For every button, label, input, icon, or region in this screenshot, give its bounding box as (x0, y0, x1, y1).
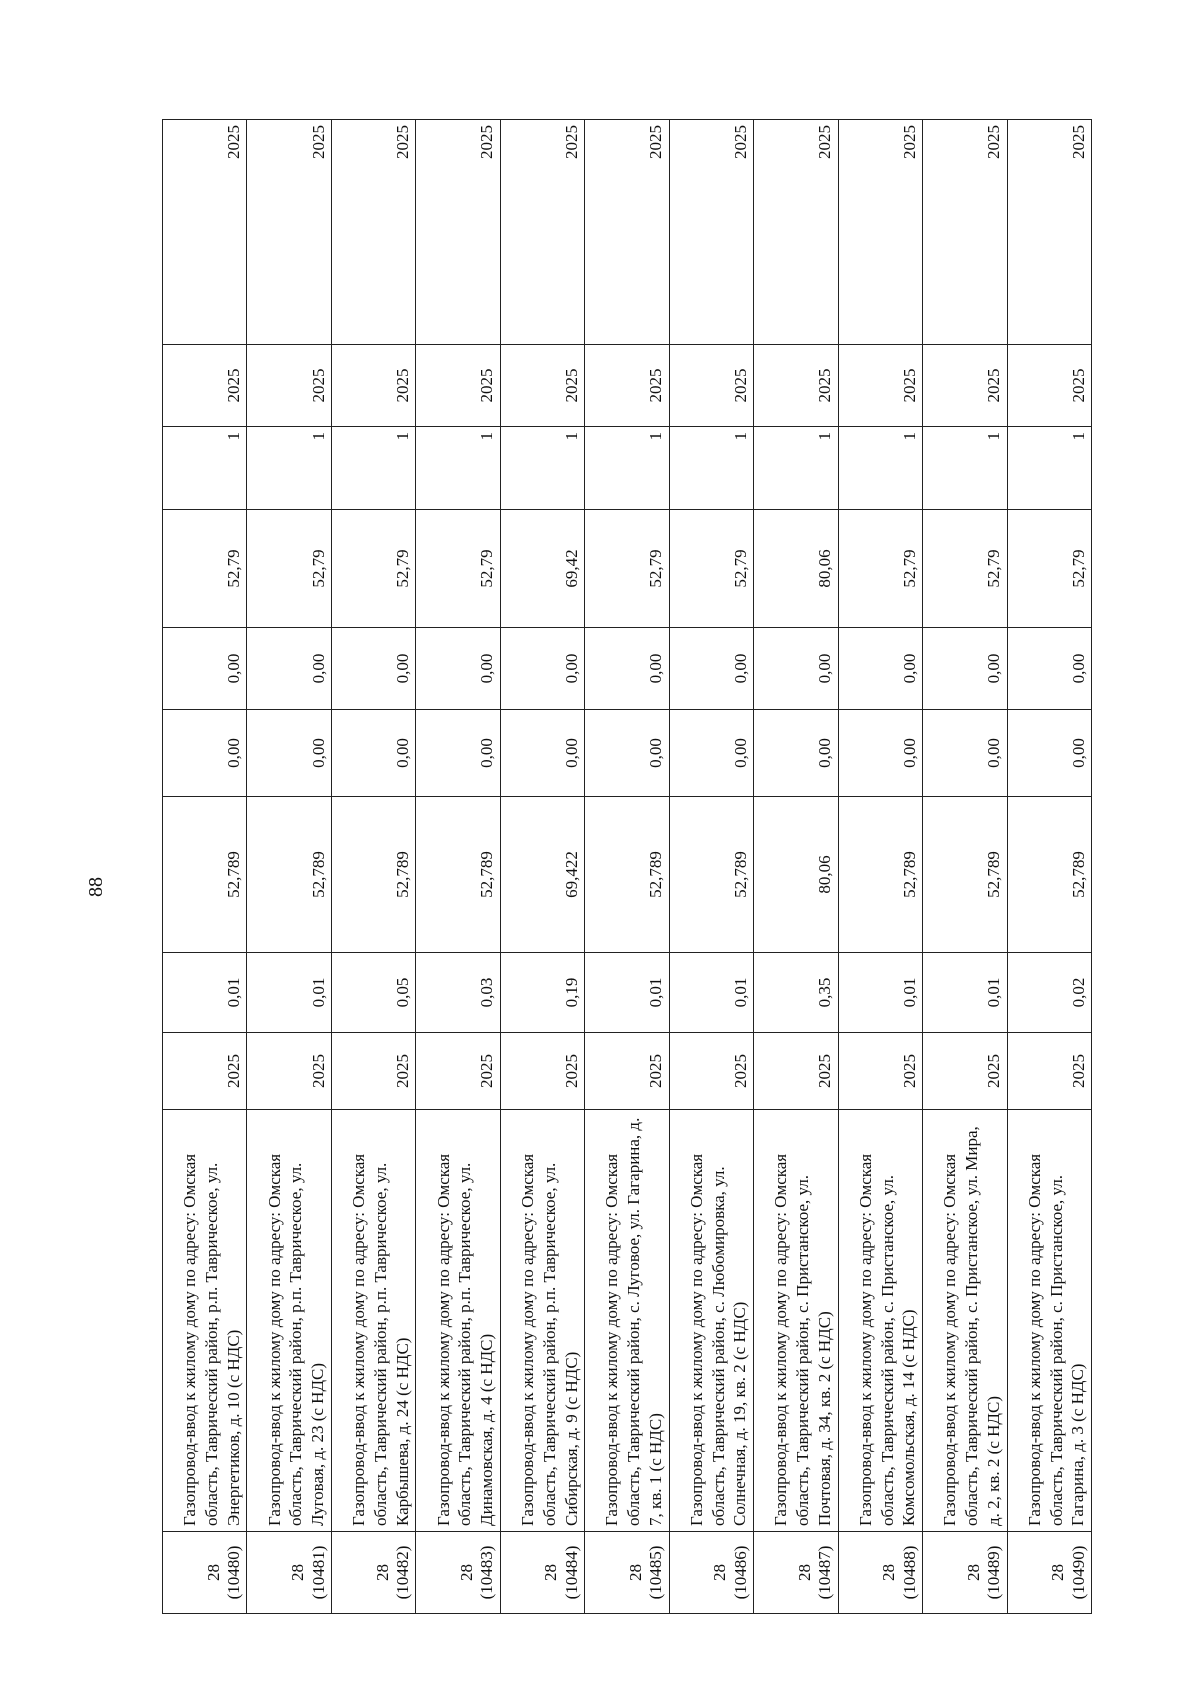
table-row (923, 120, 1007, 1614)
start-year-cell: 2025 (923, 345, 1007, 427)
start-year-cell: 2025 (754, 345, 838, 427)
row-number-cell (923, 1532, 1007, 1614)
row-code: (10481) (308, 1545, 328, 1600)
end-year-cell: 2025 (416, 120, 500, 345)
table-row (838, 120, 922, 1614)
row-number-cell (500, 1532, 584, 1614)
zero-cell-a: 0,00 (754, 710, 838, 797)
start-year-cell: 2025 (163, 345, 247, 427)
row-number-cell (838, 1532, 922, 1614)
quantity-cell: 1 (331, 427, 415, 510)
row-code: (10480) (224, 1545, 244, 1600)
row-code: (10487) (815, 1545, 835, 1600)
total-cell: 52,79 (585, 510, 669, 628)
length-cell: 0,35 (754, 953, 838, 1033)
quantity-cell: 1 (923, 427, 1007, 510)
object-name-cell: Газопровод-ввод к жилому дому по адресу: Омская область, Таврический район, с. Пристанское, ул. Мира, д. 2, кв. 2 (с НДС) (923, 1110, 1007, 1532)
total-cell: 69,42 (500, 510, 584, 628)
zero-cell-b: 0,00 (500, 628, 584, 710)
year-cell: 2025 (585, 1033, 669, 1110)
total-cell: 52,79 (1007, 510, 1091, 628)
zero-cell-b: 0,00 (838, 628, 922, 710)
year-cell: 2025 (247, 1033, 331, 1110)
zero-cell-a: 0,00 (163, 710, 247, 797)
table-row (1007, 120, 1091, 1614)
zero-cell-a: 0,00 (331, 710, 415, 797)
table-row (163, 120, 247, 1614)
year-cell: 2025 (754, 1033, 838, 1110)
object-name-cell: Газопровод-ввод к жилому дому по адресу: Омская область, Таврический район, р.п. Таврическое, ул. Энергетиков, д. 10 (с НДС) (163, 1110, 247, 1532)
zero-cell-a: 0,00 (247, 710, 331, 797)
length-cell: 0,01 (585, 953, 669, 1033)
quantity-cell: 1 (754, 427, 838, 510)
end-year-cell: 2025 (923, 120, 1007, 345)
length-cell: 0,03 (416, 953, 500, 1033)
zero-cell-b: 0,00 (331, 628, 415, 710)
row-code: (10486) (730, 1545, 750, 1600)
cost-cell: 52,789 (163, 797, 247, 953)
table-row (416, 120, 500, 1614)
total-cell: 80,06 (754, 510, 838, 628)
table-row (669, 120, 753, 1614)
row-number-cell (416, 1532, 500, 1614)
start-year-cell: 2025 (669, 345, 753, 427)
zero-cell-a: 0,00 (585, 710, 669, 797)
row-number: 28 (963, 1564, 983, 1581)
zero-cell-b: 0,00 (247, 628, 331, 710)
row-number-cell (163, 1532, 247, 1614)
start-year-cell: 2025 (585, 345, 669, 427)
row-code: (10485) (646, 1545, 666, 1600)
end-year-cell: 2025 (1007, 120, 1091, 345)
cost-cell: 52,789 (585, 797, 669, 953)
rotated-table-wrapper (162, 120, 1092, 1614)
object-name-cell: Газопровод-ввод к жилому дому по адресу: Омская область, Таврический район, с. Пристанское, ул. Комсомольская, д. 14 (с НДС) (838, 1110, 922, 1532)
year-cell: 2025 (331, 1033, 415, 1110)
row-number: 28 (288, 1564, 308, 1581)
cost-cell: 52,789 (923, 797, 1007, 953)
year-cell: 2025 (838, 1033, 922, 1110)
page-number: 88 (85, 877, 107, 897)
object-name-cell: Газопровод-ввод к жилому дому по адресу: Омская область, Таврический район, с. Пристанское, ул. Почтовая, д. 34, кв. 2 (с НДС) (754, 1110, 838, 1532)
object-name-cell: Газопровод-ввод к жилому дому по адресу: Омская область, Таврический район, р.п. Таврическое, ул. Динамовская, д. 4 (с НДС) (416, 1110, 500, 1532)
cost-cell: 52,789 (331, 797, 415, 953)
table-body (163, 120, 1092, 1614)
object-name-cell: Газопровод-ввод к жилому дому по адресу: Омская область, Таврический район, с. Луговое, ул. Гагарина, д. 7, кв. 1 (с НДС) (585, 1110, 669, 1532)
row-number: 28 (203, 1564, 223, 1581)
total-cell: 52,79 (163, 510, 247, 628)
length-cell: 0,01 (669, 953, 753, 1033)
year-cell: 2025 (669, 1033, 753, 1110)
row-number-cell (331, 1532, 415, 1614)
quantity-cell: 1 (163, 427, 247, 510)
object-name-cell: Газопровод-ввод к жилому дому по адресу: Омская область, Таврический район, с. Любомировка, ул. Солнечная, д. 19, кв. 2 (с НДС) (669, 1110, 753, 1532)
cost-cell: 52,789 (669, 797, 753, 953)
end-year-cell: 2025 (331, 120, 415, 345)
length-cell: 0,01 (923, 953, 1007, 1033)
start-year-cell: 2025 (331, 345, 415, 427)
zero-cell-a: 0,00 (923, 710, 1007, 797)
total-cell: 52,79 (331, 510, 415, 628)
total-cell: 52,79 (247, 510, 331, 628)
end-year-cell: 2025 (838, 120, 922, 345)
object-name-cell: Газопровод-ввод к жилому дому по адресу: Омская область, Таврический район, р.п. Таврическое, ул. Карбышева, д. 24 (с НДС) (331, 1110, 415, 1532)
cost-cell: 52,789 (247, 797, 331, 953)
year-cell: 2025 (163, 1033, 247, 1110)
length-cell: 0,01 (247, 953, 331, 1033)
end-year-cell: 2025 (585, 120, 669, 345)
row-number-cell (754, 1532, 838, 1614)
row-code: (10490) (1068, 1545, 1088, 1600)
total-cell: 52,79 (416, 510, 500, 628)
zero-cell-b: 0,00 (416, 628, 500, 710)
row-number: 28 (457, 1564, 477, 1581)
row-number: 28 (794, 1564, 814, 1581)
table-row (500, 120, 584, 1614)
length-cell: 0,01 (163, 953, 247, 1033)
table-row (754, 120, 838, 1614)
quantity-cell: 1 (416, 427, 500, 510)
row-number-cell (247, 1532, 331, 1614)
cost-cell: 80,06 (754, 797, 838, 953)
row-code: (10489) (984, 1545, 1004, 1600)
zero-cell-b: 0,00 (585, 628, 669, 710)
end-year-cell: 2025 (669, 120, 753, 345)
object-name-cell: Газопровод-ввод к жилому дому по адресу: Омская область, Таврический район, с. Пристанское, ул. Гагарина, д. 3 (с НДС) (1007, 1110, 1091, 1532)
zero-cell-b: 0,00 (669, 628, 753, 710)
quantity-cell: 1 (1007, 427, 1091, 510)
start-year-cell: 2025 (1007, 345, 1091, 427)
investment-table (162, 119, 1092, 1614)
row-code: (10483) (477, 1545, 497, 1600)
length-cell: 0,19 (500, 953, 584, 1033)
start-year-cell: 2025 (838, 345, 922, 427)
zero-cell-b: 0,00 (754, 628, 838, 710)
row-code: (10482) (392, 1545, 412, 1600)
row-number: 28 (710, 1564, 730, 1581)
zero-cell-a: 0,00 (669, 710, 753, 797)
total-cell: 52,79 (669, 510, 753, 628)
row-number: 28 (372, 1564, 392, 1581)
cost-cell: 52,789 (838, 797, 922, 953)
row-number-cell (585, 1532, 669, 1614)
row-code: (10484) (561, 1545, 581, 1600)
zero-cell-a: 0,00 (1007, 710, 1091, 797)
year-cell: 2025 (500, 1033, 584, 1110)
zero-cell-a: 0,00 (838, 710, 922, 797)
start-year-cell: 2025 (500, 345, 584, 427)
row-number: 28 (879, 1564, 899, 1581)
row-code: (10488) (899, 1545, 919, 1600)
cost-cell: 69,422 (500, 797, 584, 953)
start-year-cell: 2025 (416, 345, 500, 427)
year-cell: 2025 (923, 1033, 1007, 1110)
total-cell: 52,79 (838, 510, 922, 628)
start-year-cell: 2025 (247, 345, 331, 427)
row-number-cell (669, 1532, 753, 1614)
end-year-cell: 2025 (754, 120, 838, 345)
row-number: 28 (541, 1564, 561, 1581)
quantity-cell: 1 (247, 427, 331, 510)
zero-cell-a: 0,00 (500, 710, 584, 797)
end-year-cell: 2025 (163, 120, 247, 345)
zero-cell-b: 0,00 (163, 628, 247, 710)
table-row (585, 120, 669, 1614)
quantity-cell: 1 (500, 427, 584, 510)
quantity-cell: 1 (838, 427, 922, 510)
object-name-cell: Газопровод-ввод к жилому дому по адресу: Омская область, Таврический район, р.п. Таврическое, ул. Луговая, д. 23 (с НДС) (247, 1110, 331, 1532)
cost-cell: 52,789 (1007, 797, 1091, 953)
zero-cell-b: 0,00 (923, 628, 1007, 710)
length-cell: 0,05 (331, 953, 415, 1033)
zero-cell-a: 0,00 (416, 710, 500, 797)
total-cell: 52,79 (923, 510, 1007, 628)
row-number: 28 (1048, 1564, 1068, 1581)
year-cell: 2025 (1007, 1033, 1091, 1110)
length-cell: 0,02 (1007, 953, 1091, 1033)
quantity-cell: 1 (585, 427, 669, 510)
table-row (247, 120, 331, 1614)
end-year-cell: 2025 (247, 120, 331, 345)
object-name-cell: Газопровод-ввод к жилому дому по адресу: Омская область, Таврический район, р.п. Таврическое, ул. Сибирская, д. 9 (с НДС) (500, 1110, 584, 1532)
zero-cell-b: 0,00 (1007, 628, 1091, 710)
length-cell: 0,01 (838, 953, 922, 1033)
year-cell: 2025 (416, 1033, 500, 1110)
quantity-cell: 1 (669, 427, 753, 510)
cost-cell: 52,789 (416, 797, 500, 953)
end-year-cell: 2025 (500, 120, 584, 345)
table-row (331, 120, 415, 1614)
row-number-cell (1007, 1532, 1091, 1614)
row-number: 28 (625, 1564, 645, 1581)
